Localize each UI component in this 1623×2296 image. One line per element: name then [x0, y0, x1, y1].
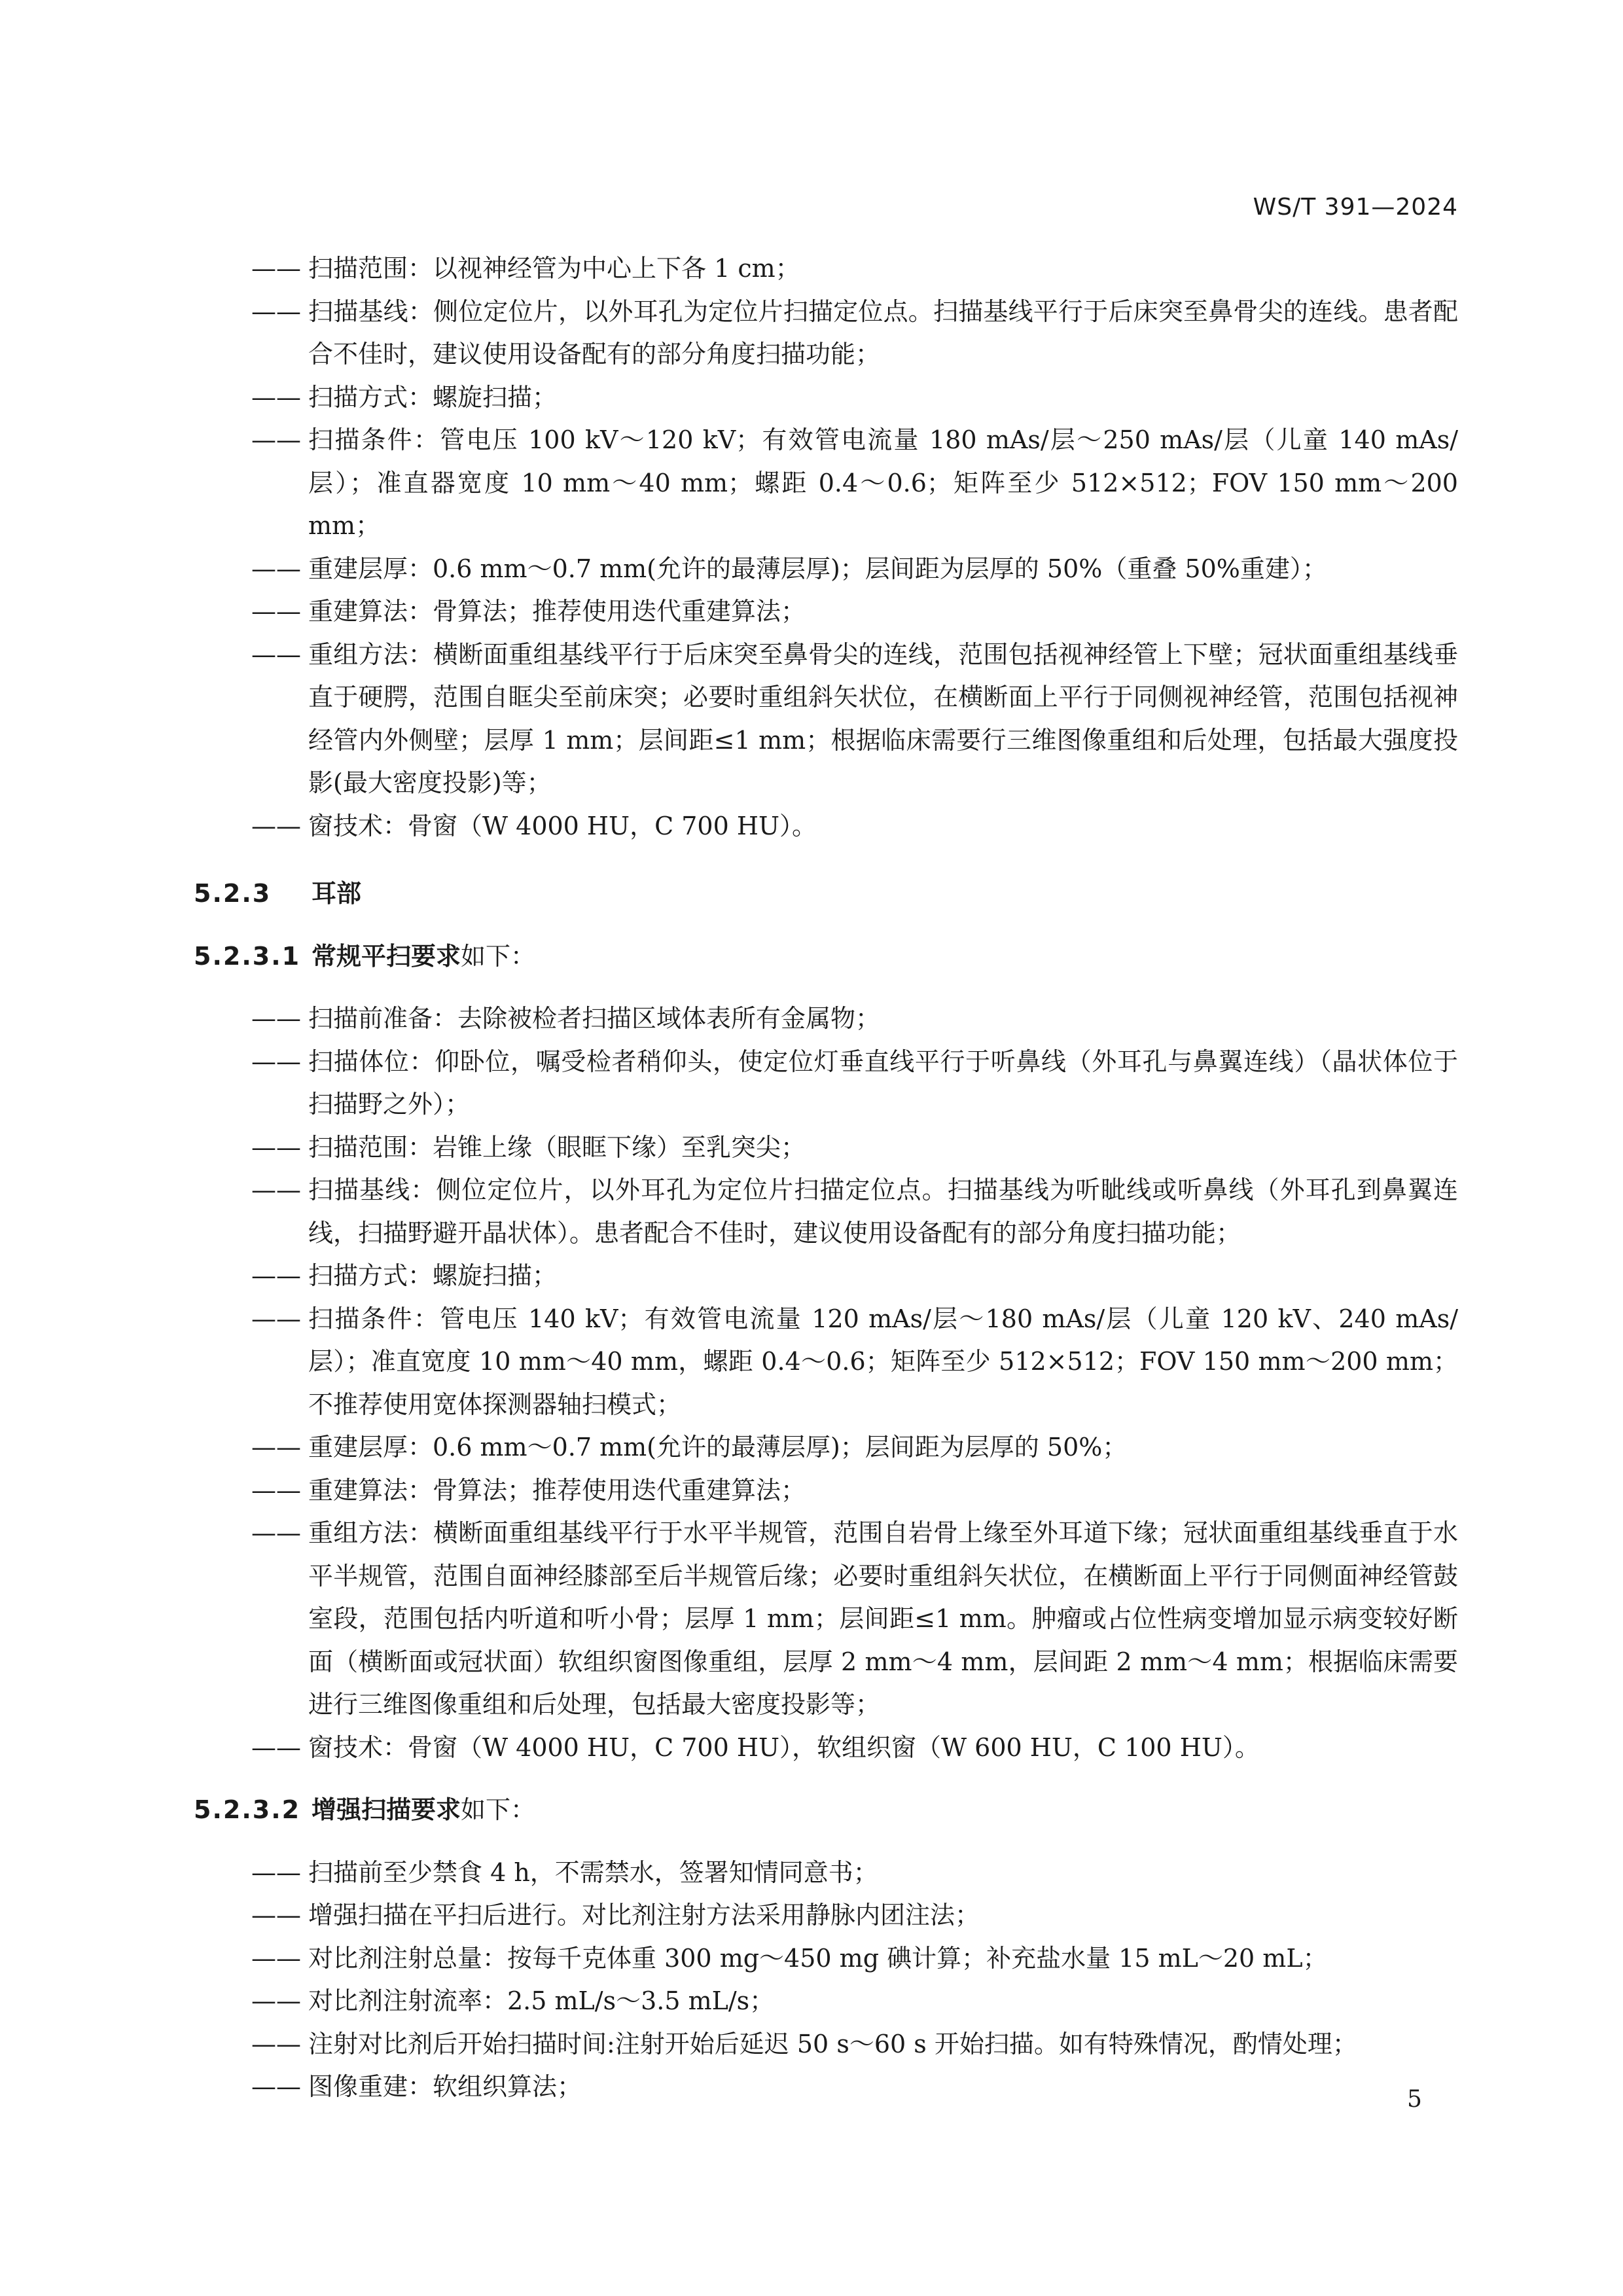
list-item-text: 扫描基线：侧位定位片，以外耳孔为定位片扫描定位点。扫描基线平行于后床突至鼻骨尖的连线。患者配合不佳时，建议使用设备配有的部分角度扫描功能； [308, 296, 1458, 368]
list-item [194, 419, 1458, 548]
dash-marker: —— [251, 1475, 301, 1505]
list-item-text: 扫描范围：以视神经管为中心上下各 1 cm； [308, 254, 800, 283]
dash-marker: —— [251, 296, 301, 326]
dash-marker: —— [251, 2072, 301, 2101]
document-code: WS/T 391—2024 [1253, 194, 1458, 221]
list-item-text: 窗技术：骨窗（W 4000 HU，C 700 HU）。 [308, 811, 817, 840]
list-item [194, 590, 1458, 634]
list-item [194, 2066, 1458, 2109]
subsection-heading-enhanced-scan [194, 1789, 1458, 1832]
list-item [194, 1126, 1458, 1170]
dash-marker: —— [251, 1857, 301, 1887]
dash-marker: —— [251, 1943, 301, 1973]
list-item-text: 扫描方式：螺旋扫描； [308, 382, 558, 412]
dash-marker: —— [251, 811, 301, 840]
list-item-text: 扫描体位：仰卧位，嘱受检者稍仰头，使定位灯垂直线平行于听鼻线（外耳孔与鼻翼连线）（晶状体位于扫描野之外）； [308, 1047, 1458, 1119]
list-item-text: 重建算法：骨算法；推荐使用迭代重建算法； [308, 597, 806, 626]
dash-marker: —— [251, 1004, 301, 1033]
dash-marker: —— [251, 1518, 301, 1547]
section-title: 耳部 [312, 879, 362, 908]
dash-marker: —— [251, 382, 301, 412]
list-item-text: 重建算法：骨算法；推荐使用迭代重建算法； [308, 1475, 806, 1505]
dash-marker: —— [251, 1132, 301, 1162]
list-item [194, 1169, 1458, 1255]
list-item [194, 1980, 1458, 2023]
list-item [194, 2023, 1458, 2066]
subsection-number: 5.2.3.2 [194, 1795, 301, 1824]
dash-marker: —— [251, 1304, 301, 1333]
dash-marker: —— [251, 425, 301, 454]
dash-marker: —— [251, 554, 301, 583]
list-item-text: 扫描方式：螺旋扫描； [308, 1261, 558, 1290]
dash-marker: —— [251, 1433, 301, 1462]
list-item-text: 扫描前准备：去除被检者扫描区域体表所有金属物； [308, 1004, 881, 1033]
list-item-text: 重组方法：横断面重组基线平行于水平半规管，范围自岩骨上缘至外耳道下缘；冠状面重组基线垂直于水平半规管，范围自面神经膝部至后半规管后缘；必要时重组斜矢状位，在横断面上平行于同侧面神经管鼓室段，范围包括内听道和听小骨；层厚 1 mm；层间距≤1 mm。肿瘤或占位性病变增加显示病变较好断面（横断面或冠状面）软组织窗图像重组，层厚 2 mm～4 mm，层间距 2 mm～4 mm；根据临床需要进行三维图像重组和后处理，包括最大密度投影等； [308, 1518, 1458, 1719]
dash-marker: —— [251, 254, 301, 283]
section-heading-ear [194, 872, 1458, 916]
page-body [194, 247, 1458, 2109]
subsection-suffix: 如下： [461, 1795, 536, 1824]
subsection-suffix: 如下： [461, 941, 536, 971]
list-item-text: 重组方法：横断面重组基线平行于后床突至鼻骨尖的连线，范围包括视神经管上下壁；冠状面重组基线垂直于硬腭，范围自眶尖至前床突；必要时重组斜矢状位，在横断面上平行于同侧视神经管，范围包括视神经管内外侧壁；层厚 1 mm；层间距≤1 mm；根据临床需要行三维图像重组和后处理，包括最大强度投影(最大密度投影)等； [308, 639, 1458, 797]
dash-marker: —— [251, 639, 301, 669]
dash-marker: —— [251, 1901, 301, 1929]
dash-marker: —— [251, 1047, 301, 1076]
top-item-list [194, 247, 1458, 848]
enhanced-scan-item-list [194, 1852, 1458, 2109]
list-item-text: 增强扫描在平扫后进行。对比剂注射方法采用静脉内团注法； [308, 1901, 980, 1929]
subsection-heading-plain-scan [194, 935, 1458, 978]
list-item-text: 对比剂注射总量：按每千克体重 300 mg～450 mg 碘计算；补充盐水量 15 mL～20 mL； [308, 1943, 1328, 1973]
list-item [194, 1298, 1458, 1427]
list-item [194, 1727, 1458, 1770]
list-item [194, 291, 1458, 376]
list-item [194, 1469, 1458, 1513]
list-item [194, 1894, 1458, 1937]
list-item [194, 1937, 1458, 1981]
list-item-text: 图像重建：软组织算法； [308, 2072, 582, 2101]
list-item-text: 扫描条件：管电压 100 kV～120 kV；有效管电流量 180 mAs/层～250 mAs/层（儿童 140 mAs/层）；准直器宽度 10 mm～40 mm；螺距 0.4～0.6；矩阵至少 512×512；FOV 150 mm～200 mm； [308, 425, 1458, 540]
page-number: 5 [1407, 2086, 1422, 2113]
list-item [194, 1255, 1458, 1298]
list-item-text: 窗技术：骨窗（W 4000 HU，C 700 HU），软组织窗（W 600 HU，C 100 HU）。 [308, 1732, 1260, 1762]
dash-marker: —— [251, 597, 301, 626]
section-number: 5.2.3 [194, 879, 272, 908]
dash-marker: —— [251, 2029, 301, 2058]
dash-marker: —— [251, 1175, 301, 1204]
list-item [194, 805, 1458, 848]
list-item-text: 扫描前至少禁食 4 h，不需禁水，签署知情同意书； [308, 1857, 878, 1887]
list-item [194, 1852, 1458, 1895]
subsection-title: 常规平扫要求 [312, 941, 461, 971]
list-item-text: 重建层厚：0.6 mm～0.7 mm(允许的最薄层厚)；层间距为层厚的 50%（重叠 50%重建）； [308, 554, 1327, 583]
dash-marker: —— [251, 1261, 301, 1290]
dash-marker: —— [251, 1986, 301, 2015]
list-item [194, 376, 1458, 420]
list-item [194, 997, 1458, 1041]
dash-marker: —— [251, 1732, 301, 1762]
list-item-text: 重建层厚：0.6 mm～0.7 mm(允许的最薄层厚)；层间距为层厚的 50%； [308, 1433, 1128, 1462]
list-item [194, 548, 1458, 591]
list-item-text: 对比剂注射流率：2.5 mL/s～3.5 mL/s； [308, 1986, 775, 2015]
list-item-text: 注射对比剂后开始扫描时间:注射开始后延迟 50 s～60 s 开始扫描。如有特殊情况，酌情处理； [308, 2029, 1357, 2058]
subsection-number: 5.2.3.1 [194, 941, 301, 971]
list-item [194, 1512, 1458, 1727]
subsection-title: 增强扫描要求 [312, 1795, 461, 1824]
list-item-text: 扫描条件：管电压 140 kV；有效管电流量 120 mAs/层～180 mAs/层（儿童 120 kV、240 mAs/层）；准直宽度 10 mm～40 mm，螺距 0.4～0.6；矩阵至少 512×512；FOV 150 mm～200 mm；不推荐使用宽体探测器轴扫模式； [308, 1304, 1458, 1419]
list-item [194, 1426, 1458, 1469]
list-item-text: 扫描范围：岩锥上缘（眼眶下缘）至乳突尖； [308, 1132, 806, 1162]
list-item [194, 1041, 1458, 1126]
list-item-text: 扫描基线：侧位定位片，以外耳孔为定位片扫描定位点。扫描基线为听眦线或听鼻线（外耳孔到鼻翼连线，扫描野避开晶状体）。患者配合不佳时，建议使用设备配有的部分角度扫描功能； [308, 1175, 1458, 1247]
list-item [194, 247, 1458, 291]
list-item [194, 634, 1458, 805]
plain-scan-item-list [194, 997, 1458, 1769]
